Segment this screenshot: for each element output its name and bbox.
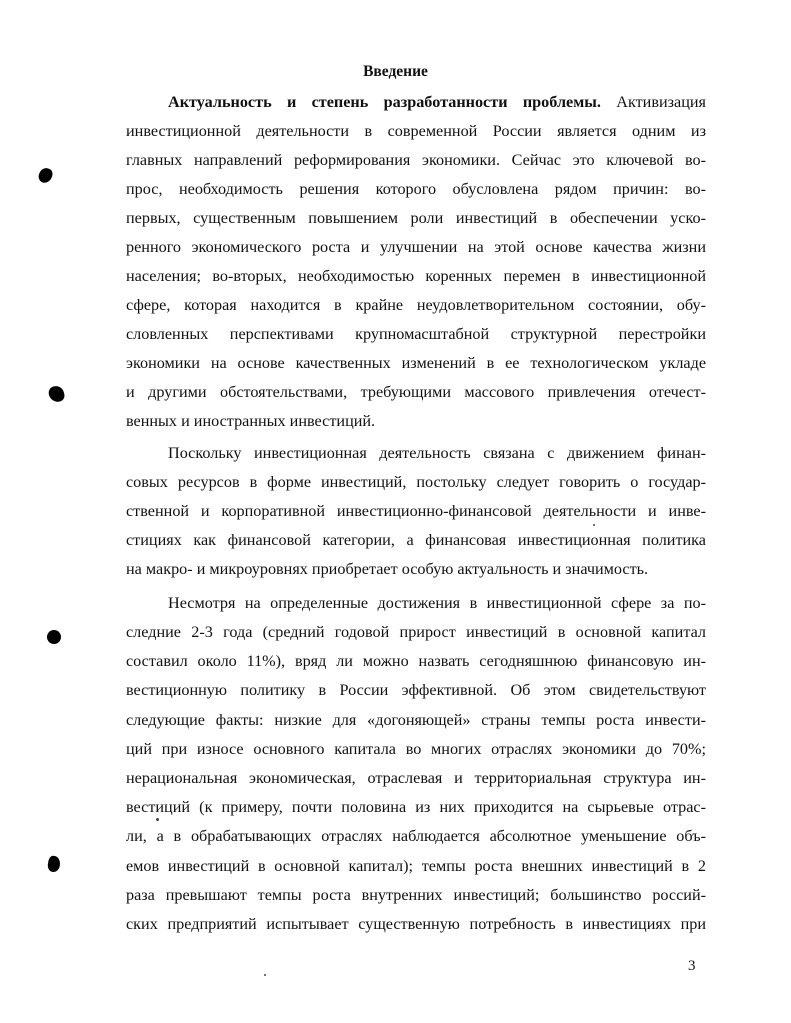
ink-blot xyxy=(47,630,61,644)
paragraph-line: венных и иностранных инвестиций. xyxy=(126,412,376,430)
paragraph-line xyxy=(168,92,706,112)
paragraph-line: ских предприятий испытывает существенную потребность в инвестициях при xyxy=(126,915,706,933)
paragraph-line: вестиционную политику в России эффективной. Об этом свидетельствуют xyxy=(126,681,706,699)
page-title: Введение xyxy=(363,63,428,80)
ink-blot xyxy=(37,166,54,185)
section-heading: Актуальность и степень разработанности проблемы. xyxy=(168,93,601,111)
paragraph-line: совых ресурсов в форме инвестиций, постольку следует говорить о государ- xyxy=(126,473,706,491)
paragraph-line: ций при износе основного капитала во многих отраслях экономики до 70%; xyxy=(126,740,706,758)
paragraph-line: раза превышают темпы роста внутренних инвестиций; большинство россий- xyxy=(126,886,706,904)
paragraph-line: составил около 11%), вряд ли можно назвать сегодняшнюю финансовую ин- xyxy=(126,652,706,670)
ink-blot xyxy=(47,855,62,873)
paragraph-line: ли, а в обрабатывающих отраслях наблюдается абсолютное уменьшение объ- xyxy=(126,827,706,845)
paragraph-line: ренного экономического роста и улучшении на этой основе качества жизни xyxy=(126,238,706,256)
paragraph-line: инвестиционной деятельности в современной России является одним из xyxy=(126,122,706,140)
paragraph-line: и другими обстоятельствами, требующими массового привлечения отечест- xyxy=(126,383,706,401)
ink-blot xyxy=(47,384,66,403)
paragraph-line: первых, существенным повышением роли инвестиций в обеспечении уско- xyxy=(126,209,706,227)
paragraph-line: прос, необходимость решения которого обусловлена рядом причин: во- xyxy=(126,180,706,198)
paragraph-line: словленных перспективами крупномасштабной структурной перестройки xyxy=(126,325,706,343)
paragraph-line: вестиций (к примеру, почти половина из них приходится на сырьевые отрас- xyxy=(126,798,706,816)
scan-speck xyxy=(264,974,266,976)
paragraph-line: главных направлений реформирования экономики. Сейчас это ключевой во- xyxy=(126,151,706,169)
paragraph-text: Активизация xyxy=(600,93,706,111)
page-number: 3 xyxy=(688,958,696,974)
paragraph-line: населения; во-вторых, необходимостью коренных перемен в инвестиционной xyxy=(126,267,706,285)
paragraph-line: на макро- и микроуровнях приобретает особую актуальность и значимость. xyxy=(126,560,649,578)
scan-speck xyxy=(156,818,159,821)
paragraph-line: ственной и корпоративной инвестиционно-финансовой деятельности и инве- xyxy=(126,502,706,520)
paragraph-line: Поскольку инвестиционная деятельность связана с движением финан- xyxy=(168,444,706,462)
scan-speck xyxy=(593,524,595,526)
paragraph-line: экономики на основе качественных изменений в ее технологическом укладе xyxy=(126,354,706,372)
paragraph-line: стициях как финансовой категории, а финансовая инвестиционная политика xyxy=(126,531,706,549)
paragraph-line: нерациональная экономическая, отраслевая и территориальная структура ин- xyxy=(126,769,706,787)
paragraph-line: следующие факты: низкие для «догоняющей» страны темпы роста инвести- xyxy=(126,711,706,729)
paragraph-line: сфере, которая находится в крайне неудовлетворительном состоянии, обу- xyxy=(126,296,706,314)
paragraph-line: Несмотря на определенные достижения в инвестиционной сфере за по- xyxy=(168,594,706,612)
paragraph-line: емов инвестиций в основной капитал); темпы роста внешних инвестиций в 2 xyxy=(126,857,706,875)
paragraph-line: следние 2-3 года (средний годовой прирост инвестиций в основной капитал xyxy=(126,623,706,641)
